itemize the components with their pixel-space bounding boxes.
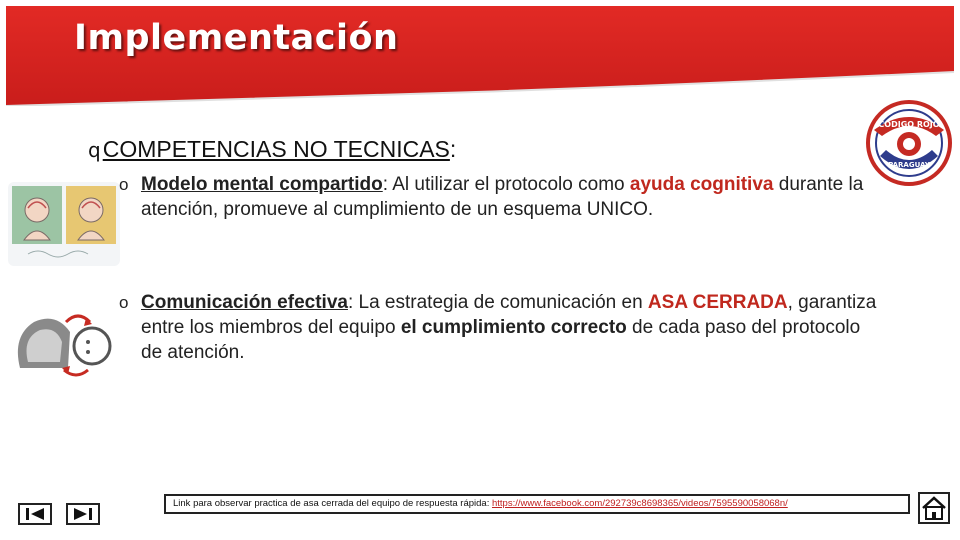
section-heading xyxy=(88,136,456,163)
video-link[interactable]: https://www.facebook.com/292739c8698365/videos/7595590058068n/ xyxy=(491,498,788,509)
home-icon[interactable] xyxy=(918,492,950,524)
bullet-term: Comunicación efectiva xyxy=(141,292,348,313)
bullet-highlight: ASA CERRADA xyxy=(647,292,788,313)
bullet-text: de cada paso del protocolo de atención. xyxy=(141,317,861,363)
bullet-text: : La estrategia de comunicación en xyxy=(347,292,648,313)
next-slide-button[interactable] xyxy=(66,503,100,525)
heading-text: COMPETENCIAS NO TECNICAS xyxy=(102,136,450,162)
bullet-emphasis: el cumplimiento correcto xyxy=(400,317,627,338)
video-link-box xyxy=(164,494,910,514)
bullet-shared-mental-model xyxy=(119,172,881,222)
bullet-text: : Al utilizar el protocolo como xyxy=(382,174,630,195)
bullet-effective-communication xyxy=(119,290,881,365)
bullet-marker: o xyxy=(119,175,129,194)
bullet-text: durante la atención, promueve al cumplimiento de un esquema UNICO. xyxy=(141,174,864,220)
previous-slide-icon xyxy=(20,505,50,523)
checkbox-bullet-icon: q xyxy=(88,138,101,162)
bullet-text: , garantiza entre los miembros del equipo xyxy=(141,292,877,338)
communication-faces-icon xyxy=(12,306,112,382)
link-prefix: Link para observar practica de asa cerrada del equipo de respuesta rápida: xyxy=(173,498,492,509)
logo-top-text: CODIGO ROJO xyxy=(878,120,940,129)
bullet-term: Modelo mental compartido xyxy=(141,174,383,195)
thinking-heads-icon xyxy=(8,182,120,266)
previous-slide-button[interactable] xyxy=(18,503,52,525)
logo-bottom-text: PARAGUAY xyxy=(888,161,930,169)
bullet-marker: o xyxy=(119,293,129,312)
heading-suffix: : xyxy=(449,136,457,162)
slide-title: Implementación xyxy=(74,18,399,58)
bullet-highlight: ayuda cognitiva xyxy=(629,174,774,195)
next-slide-icon xyxy=(68,505,98,523)
